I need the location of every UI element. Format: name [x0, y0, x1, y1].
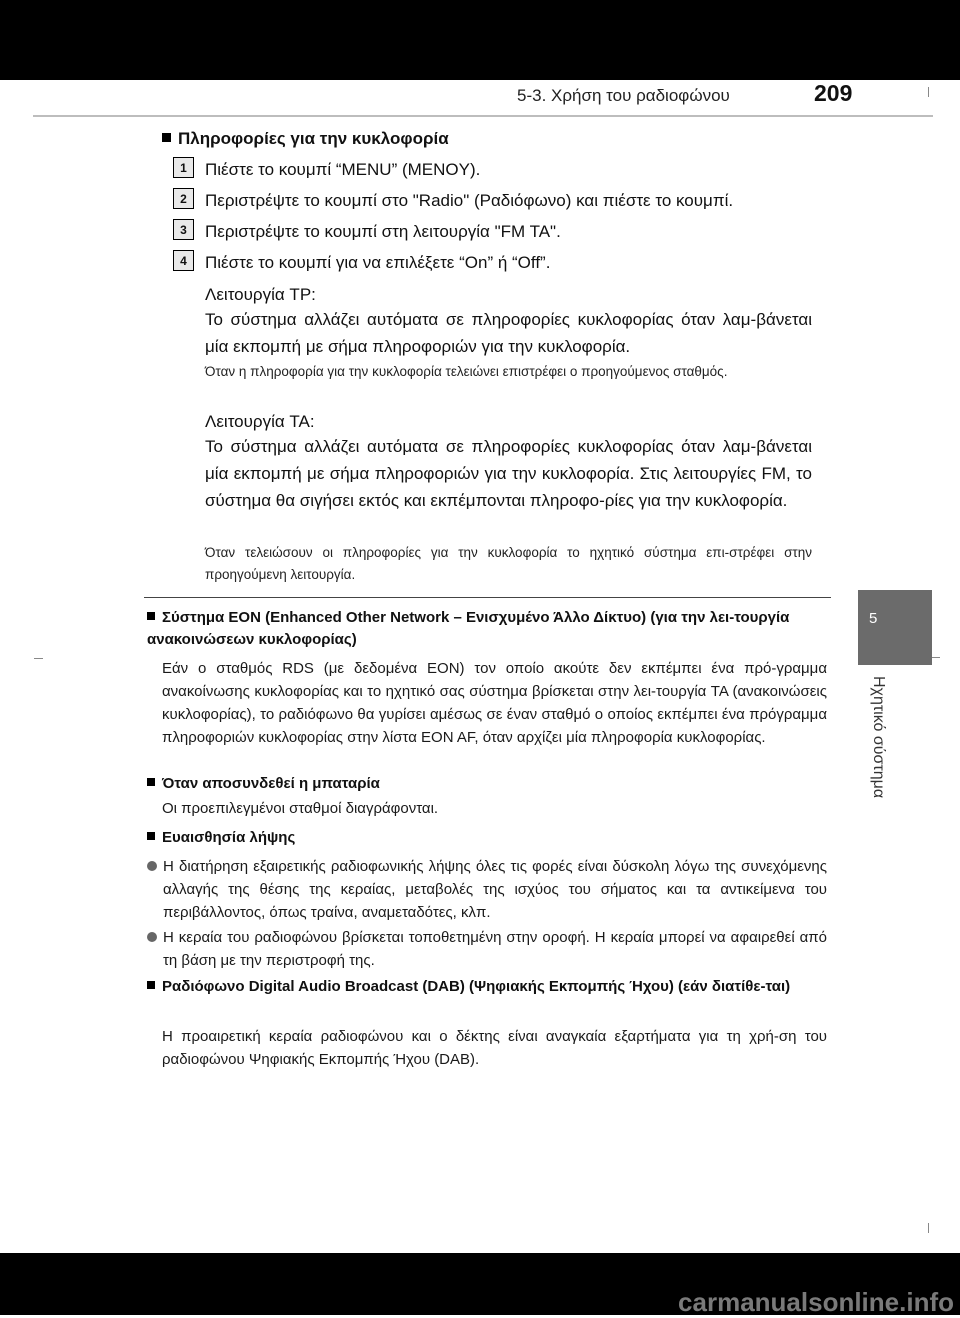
crop-mark [928, 1223, 929, 1233]
bullet-text: Η κεραία του ραδιοφώνου βρίσκεται τοποθετημένη στην οροφή. Η κεραία μπορεί να αφαιρεθεί από τη βάση με την περιστροφή της. [163, 929, 827, 969]
ta-title: Λειτουργία TA: [205, 412, 315, 431]
page-number: 209 [814, 80, 853, 106]
round-bullet-icon [147, 861, 157, 871]
top-black-band [0, 0, 960, 80]
square-bullet-icon [147, 778, 155, 786]
chapter-tab [858, 590, 932, 665]
battery-heading [147, 773, 380, 795]
battery-text: Οι προεπιλεγμένοι σταθμοί διαγράφονται. [162, 800, 439, 817]
eon-text: Εάν ο σταθμός RDS (με δεδομένα EON) τον οποίο ακούτε δεν εκπέμπει ένα πρό-γραμμα ανακοίνωσης κυκλοφορίας και το ηχητικό σας σύστημα βρίσκεται στην λει-τουργία TA (ανακοινώσεις κυκλοφορίας), το ραδιόφωνο θα γυρίσει αμέσως σε έναν σταθμό ο οποίος εκπέμπει ένα πρόγραμμα πληροφοριών κυκλοφορίας στην λίστα EON AF, όταν αρχίζει μία πληροφορία κυκλοφορίας. [162, 660, 827, 746]
section-label: 5-3. Χρήση του ραδιοφώνου [517, 86, 730, 105]
square-bullet-icon [147, 832, 155, 840]
sensitivity-bullet-1 [147, 855, 827, 924]
step-text: Πιέστε το κουμπί “MENU” (MENOY). [205, 160, 481, 179]
sensitivity-bullet-2 [147, 926, 827, 972]
heading-text: Πληροφορίες για την κυκλοφορία [178, 129, 449, 148]
step-text: Περιστρέψτε το κουμπί στη λειτουργία "FM TA". [205, 222, 561, 241]
ta-text: Το σύστημα αλλάζει αυτόματα σε πληροφορίες κυκλοφορίας όταν λαμ-βάνεται μία εκπομπή με σήμα πληροφοριών για την κυκλοφορία. Στις λειτουργίες FM, το σύστημα θα σιγήσει εκτός και εκπέμπονται πληροφο-ρίες για την κυκλοφορία. [205, 437, 812, 510]
step-text: Πιέστε το κουμπί για να επιλέξετε “On” ή “Off”. [205, 253, 551, 272]
heading-text: Όταν αποσυνδεθεί η μπαταρία [162, 775, 380, 792]
tp-note: Όταν η πληροφορία για την κυκλοφορία τελειώνει επιστρέφει ο προηγούμενος σταθμός. [205, 364, 728, 379]
header-rule [33, 115, 933, 117]
round-bullet-icon [147, 932, 157, 942]
ta-note: Όταν τελειώσουν οι πληροφορίες για την κυκλοφορία το ηχητικό σύστημα επι-στρέφει στην προηγούμενη λειτουργία. [205, 545, 812, 582]
step-number-badge: 2 [173, 188, 194, 209]
bullet-text: Η διατήρηση εξαιρετικής ραδιοφωνικής λήψης όλες τις φορές είναι δύσκολη λόγω της συνεχόμενης αλλαγής της θέσης της κεραίας, μεταβολές της ισχύος του σήματος και τα αντικείμενα του περιβάλλοντος, όπως τραίνα, αναμεταδότες, κλπ. [163, 858, 827, 921]
square-bullet-icon [147, 981, 155, 989]
dab-text: Η προαιρετική κεραία ραδιοφώνου και ο δέκτης είναι αναγκαία εξαρτήματα για τη χρή-ση του ραδιοφώνου Ψηφιακής Εκπομπής Ήχου (DAB). [162, 1028, 827, 1068]
step-number-badge: 4 [173, 250, 194, 271]
tp-title: Λειτουργία TP: [205, 285, 316, 304]
square-bullet-icon [162, 133, 171, 142]
eon-heading [147, 607, 827, 651]
traffic-info-heading [162, 128, 449, 150]
sensitivity-heading [147, 827, 295, 849]
square-bullet-icon [147, 612, 155, 620]
chapter-title: Ηχητικό σύστημα [870, 676, 887, 799]
heading-text: Ευαισθησία λήψης [162, 829, 296, 846]
tp-text: Το σύστημα αλλάζει αυτόματα σε πληροφορίες κυκλοφορίας όταν λαμ-βάνεται μία εκπομπή με σήμα πληροφοριών για την κυκλοφορία. [205, 310, 812, 356]
step-number-badge: 1 [173, 157, 194, 178]
heading-text: Σύστημα EON (Enhanced Other Network – Ενισχυμένο Άλλο Δίκτυο) (για την λει-τουργία ανακοινώσεων κυκλοφορίας) [147, 609, 790, 648]
step-text: Περιστρέψτε το κουμπί στο "Radio" (Ραδιόφωνο) και πιέστε το κουμπί. [205, 191, 734, 210]
section-divider [144, 597, 831, 598]
step-number-badge: 3 [173, 219, 194, 240]
crop-mark [928, 87, 929, 97]
heading-text: Ραδιόφωνο Digital Audio Broadcast (DAB) (Ψηφιακής Εκπομπής Ήχου) (εάν διατίθε-ται) [162, 978, 791, 995]
footer-watermark[interactable]: carmanualsonline.info [678, 1287, 954, 1317]
chapter-number: 5 [869, 610, 878, 627]
dab-heading [147, 976, 827, 998]
crop-mark [34, 658, 43, 659]
